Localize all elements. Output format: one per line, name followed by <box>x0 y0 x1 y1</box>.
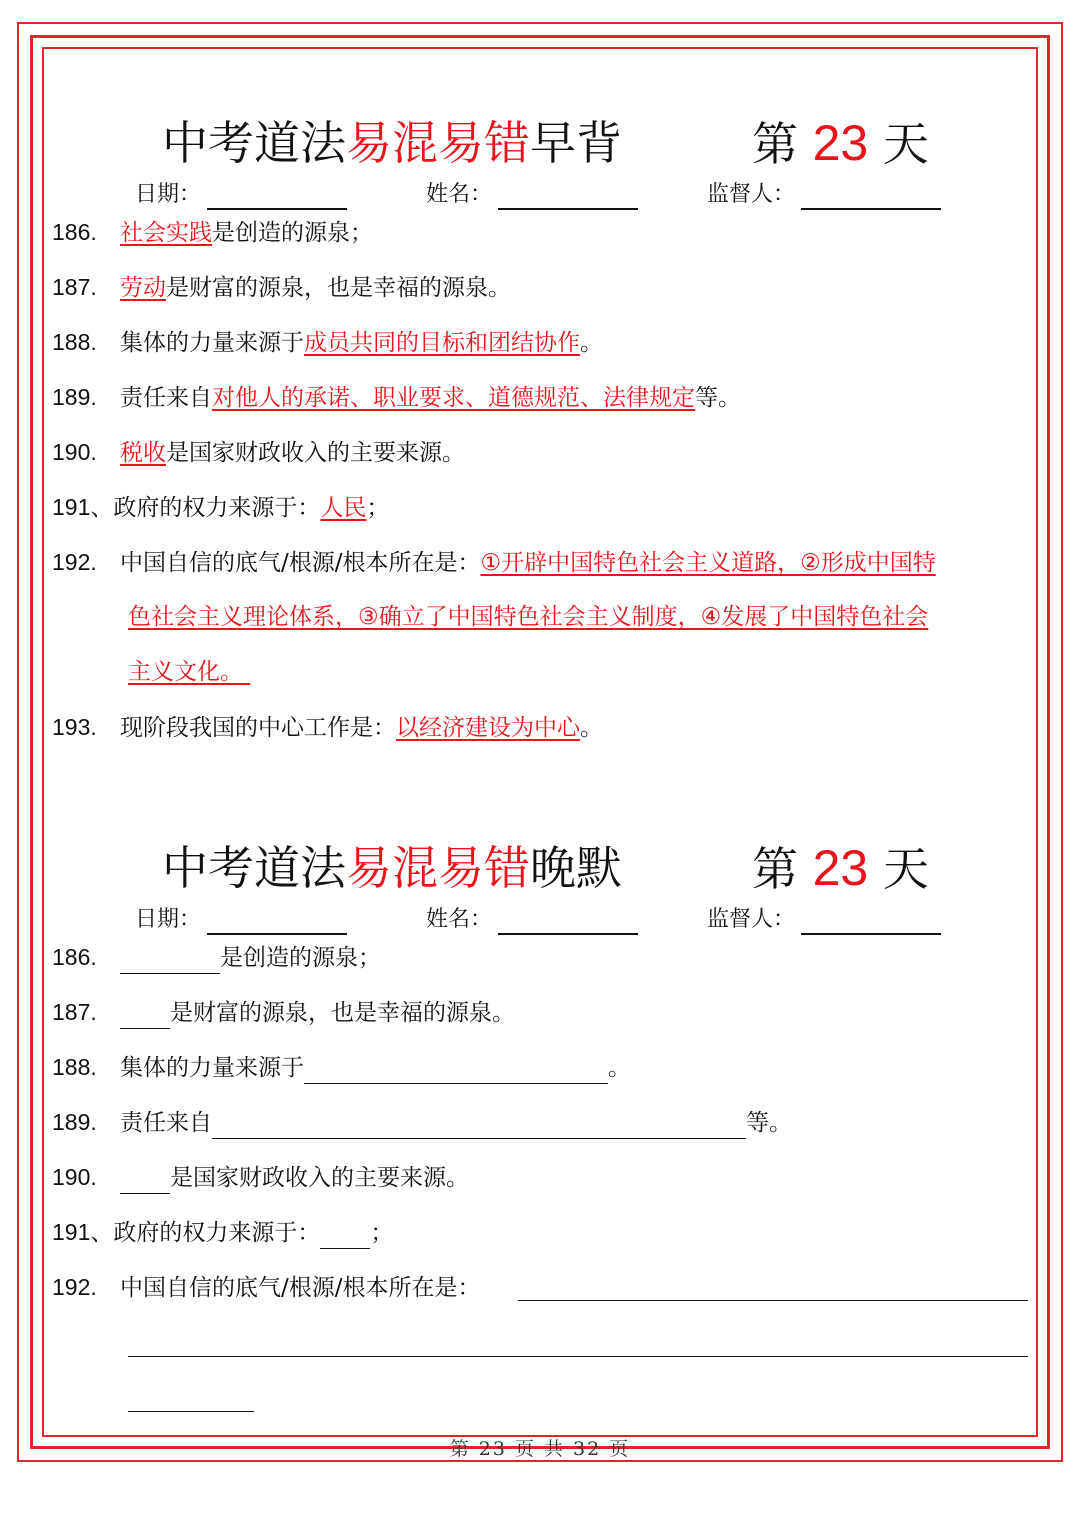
date-line <box>207 911 347 935</box>
evening-day-label: 第 23 天 <box>752 840 929 896</box>
morning-day-label: 第 23 天 <box>752 115 929 171</box>
morning-day-number: 23 <box>812 115 869 171</box>
evening-supervisor-field: 监督人： <box>707 905 941 935</box>
morning-supervisor-field: 监督人： <box>707 180 941 210</box>
morning-item-186: 186. 社会实践是创造的源泉； <box>52 219 373 246</box>
morning-item-188: 188. 集体的力量来源于成员共同的目标和团结协作。 <box>52 329 603 356</box>
morning-item-192-cont-2: 主义文化。 <box>128 659 243 685</box>
evening-item-186: 186. 是创造的源泉； <box>52 941 1030 974</box>
answer-blank[interactable] <box>120 1004 170 1029</box>
evening-item-188: 188. 集体的力量来源于 。 <box>52 1051 1030 1084</box>
date-line <box>207 186 347 210</box>
answer-line-192-3[interactable] <box>128 1411 254 1412</box>
answer-blank[interactable] <box>320 1224 370 1249</box>
morning-item-191: 191、政府的权力来源于：人民； <box>52 494 390 521</box>
page-footer: 第 23 页 共 32 页 <box>449 1438 631 1460</box>
evening-item-191: 191、政府的权力来源于： ； <box>52 1216 1030 1249</box>
evening-item-190: 190. 是国家财政收入的主要来源。 <box>52 1161 1030 1194</box>
evening-day-number: 23 <box>812 840 869 896</box>
morning-item-192: 192. 中国自信的底气/根源/根本所在是：①开辟中国特色社会主义道路，②形成中国特 <box>52 549 936 576</box>
morning-item-189: 189. 责任来自对他人的承诺、职业要求、道德规范、法律规定等。 <box>52 384 741 411</box>
morning-item-193: 193. 现阶段我国的中心工作是：以经济建设为中心。 <box>52 714 603 741</box>
evening-item-189: 189. 责任来自 等。 <box>52 1106 1030 1139</box>
morning-item-190: 190. 税收是国家财政收入的主要来源。 <box>52 439 465 466</box>
supervisor-line <box>801 186 941 210</box>
evening-item-192: 192. 中国自信的底气/根源/根本所在是： <box>52 1274 481 1301</box>
evening-name-field: 姓名： <box>426 905 638 935</box>
answer-blank[interactable] <box>212 1114 746 1139</box>
evening-title: 中考道法易混易错晚默 <box>162 841 622 895</box>
name-line <box>498 186 638 210</box>
answer-blank[interactable] <box>120 1169 170 1194</box>
answer-blank[interactable] <box>120 949 220 974</box>
answer-blank[interactable] <box>304 1059 608 1084</box>
answer-line-192-2[interactable] <box>128 1356 1028 1357</box>
supervisor-line <box>801 911 941 935</box>
evening-item-187: 187. 是财富的源泉，也是幸福的源泉。 <box>52 996 1030 1029</box>
morning-name-field: 姓名： <box>426 180 638 210</box>
name-line <box>498 911 638 935</box>
answer-line-192-1[interactable] <box>518 1300 1028 1301</box>
evening-date-field: 日期： <box>135 905 347 935</box>
morning-item-192-cont-1: 色社会主义理论体系，③确立了中国特色社会主义制度，④发展了中国特色社会 <box>128 604 929 630</box>
morning-item-187: 187. 劳动是财富的源泉，也是幸福的源泉。 <box>52 274 511 301</box>
morning-date-field: 日期： <box>135 180 347 210</box>
morning-title: 中考道法易混易错早背 <box>162 116 622 170</box>
